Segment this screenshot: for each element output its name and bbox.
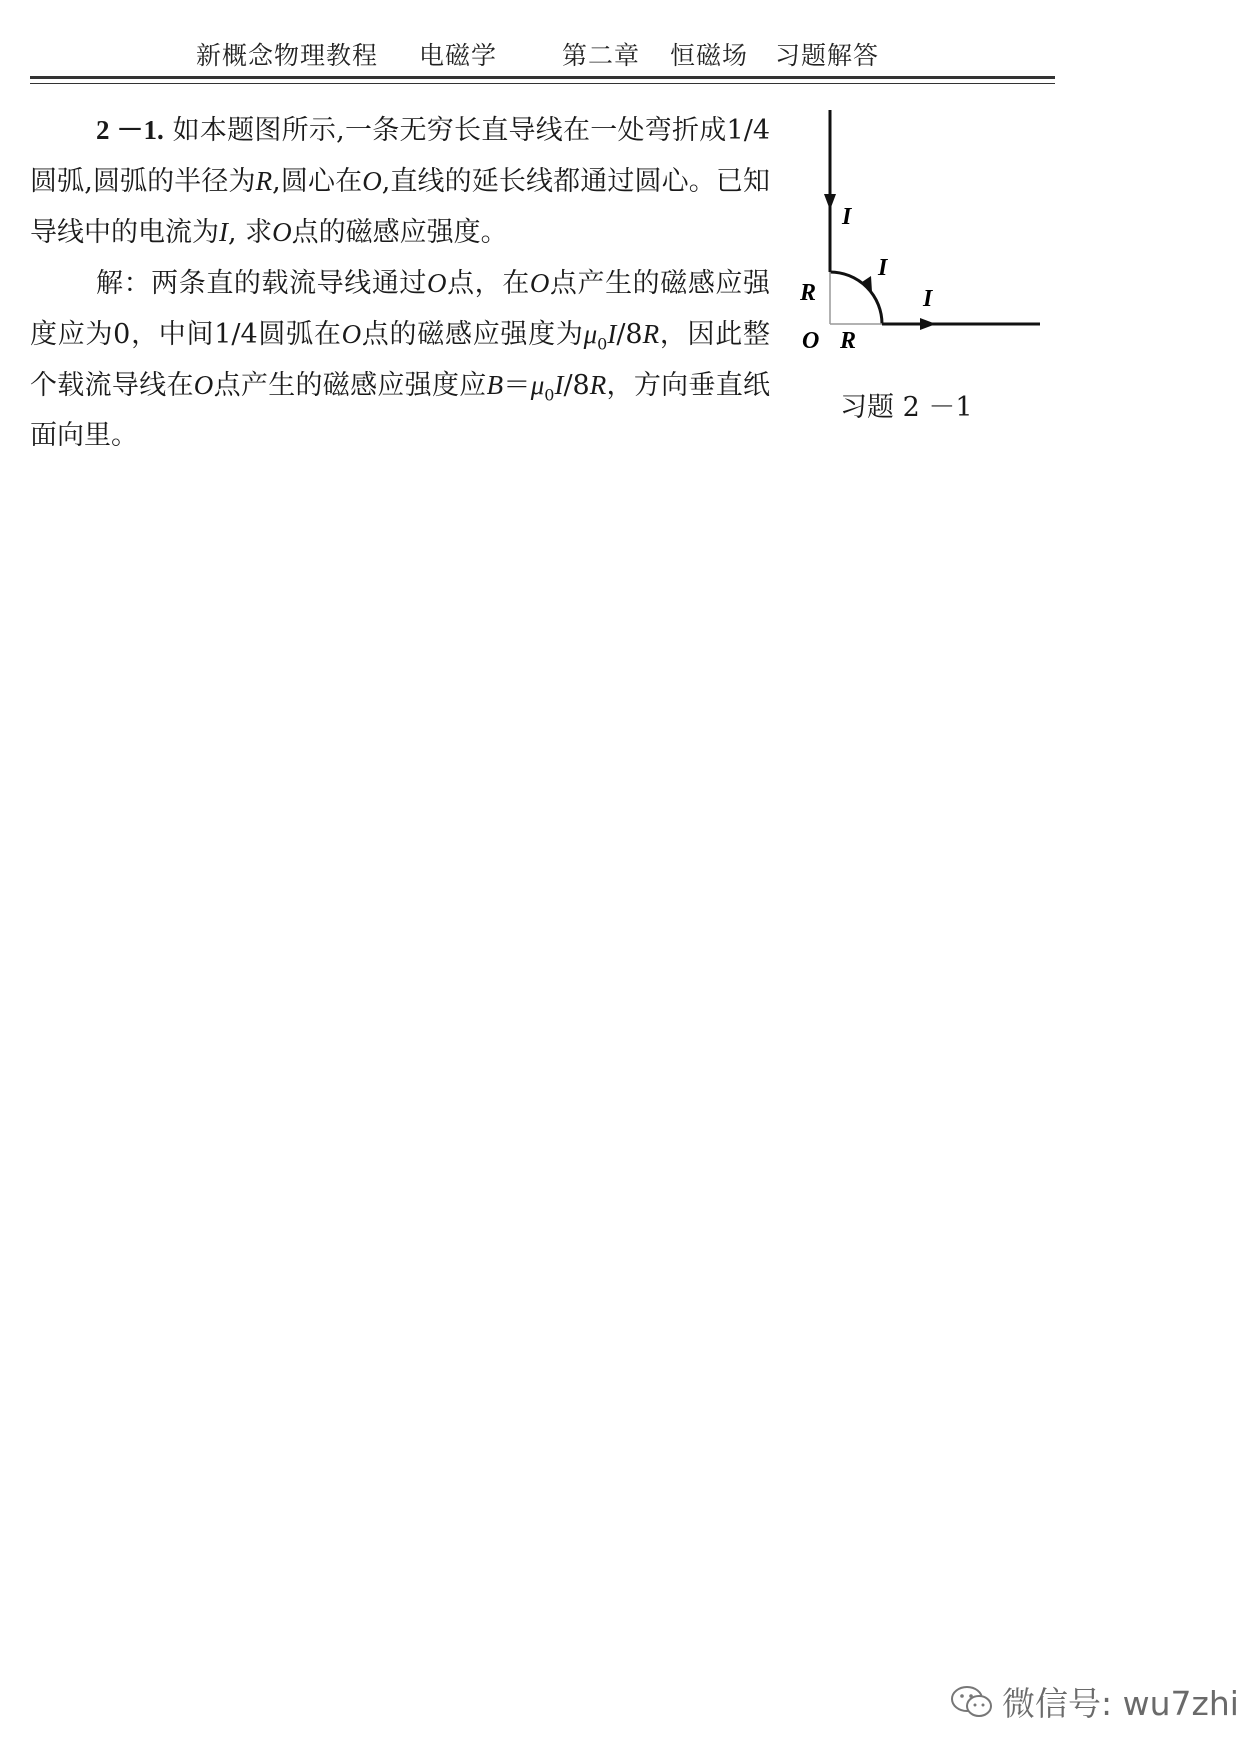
problem-text: 点的磁感应强度。 <box>291 217 508 248</box>
symbol-I: I <box>607 319 617 349</box>
solution-segment: 点的磁感应强度为 <box>361 319 584 350</box>
symbol-mu: μ <box>530 370 545 400</box>
solution-segment: ，方向垂直纸面向里。 <box>30 370 771 451</box>
figure-caption: 习题 2 －1 <box>840 392 973 423</box>
symbol-mu: μ <box>583 319 598 349</box>
watermark-text: 微信号: wu7zhi <box>1002 1684 1239 1723</box>
volume-title: 电磁学 <box>419 41 498 70</box>
symbol-B: B <box>486 370 504 400</box>
label-current-right: I <box>923 286 933 312</box>
equals-sign: ＝ <box>503 370 531 401</box>
symbol-R: R <box>589 370 607 400</box>
solution-segment: 点，在 <box>446 268 530 299</box>
solution-segment: 点产生的磁感应强度应为0，中间1/4圆弧在 <box>30 268 771 350</box>
label-origin: O <box>802 328 820 354</box>
solution-segment: 解：两条直的载流导线通过 <box>96 268 427 299</box>
symbol-O: O <box>529 268 550 298</box>
chapter-title: 恒磁场 <box>670 41 749 70</box>
quarter-arc <box>830 272 882 324</box>
label-current-top: I <box>842 204 852 230</box>
subscript-zero: 0 <box>597 334 608 354</box>
symbol-O: O <box>193 370 214 400</box>
problem-text: , 求 <box>228 217 273 248</box>
label-current-arc: I <box>878 255 888 281</box>
problem-number: 2 －1. <box>96 115 164 145</box>
symbol-O: O <box>272 217 292 247</box>
section-title: 习题解答 <box>775 41 880 70</box>
main-content <box>30 105 770 461</box>
symbol-O: O <box>341 319 362 349</box>
problem-statement <box>30 105 770 258</box>
solution-segment: 点产生的磁感应强度应 <box>213 370 487 401</box>
symbol-I: I <box>219 217 228 247</box>
symbol-I: I <box>554 370 564 400</box>
solution-segment: ，因此整个载流导线在 <box>30 319 770 401</box>
symbol-O: O <box>427 268 447 298</box>
book-title: 新概念物理教程 <box>196 41 379 70</box>
symbol-R: R <box>642 319 660 349</box>
arrow-right-icon <box>920 318 936 330</box>
wechat-icon <box>950 1684 994 1720</box>
solution-text <box>30 258 770 461</box>
header-rule-thick <box>30 76 1055 79</box>
arrow-down-icon <box>824 194 836 210</box>
subscript-zero: 0 <box>544 385 555 405</box>
fraction-slash: /8 <box>616 319 643 350</box>
header-rule-thin <box>30 83 1055 84</box>
problem-text: ,直线的延长线都通过圆心。已知导线中的电流为 <box>30 166 770 248</box>
chapter-number: 第二章 <box>562 41 641 70</box>
page-header <box>30 28 1055 78</box>
problem-text: ,圆心在 <box>272 166 363 197</box>
symbol-O: O <box>362 166 382 196</box>
fraction-slash: /8 <box>563 370 590 401</box>
watermark <box>950 1678 1239 1725</box>
symbol-R: R <box>255 166 273 196</box>
label-radius-vertical: R <box>800 280 817 306</box>
wire-diagram <box>780 110 1080 430</box>
label-radius-horizontal: R <box>840 328 857 354</box>
problem-text: 如本题图所示,一条无穷长直导线在一处弯折成1/4圆弧,圆弧的半径为 <box>30 115 770 197</box>
